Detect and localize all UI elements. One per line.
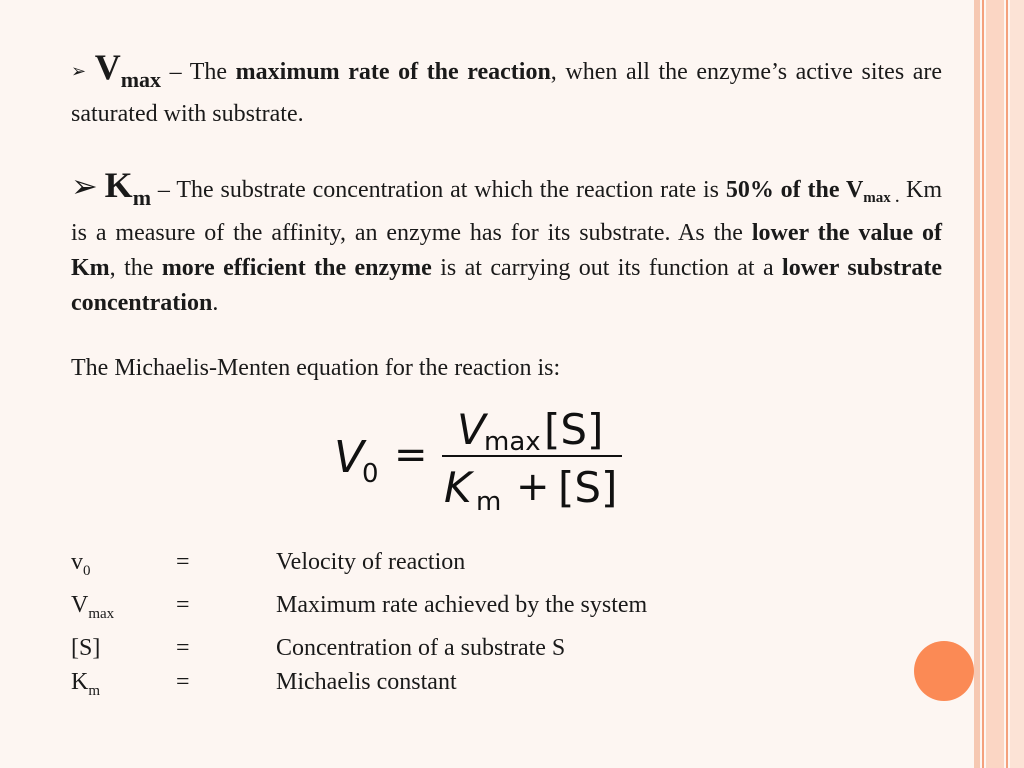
eq-den-s: [S] — [558, 463, 618, 512]
decorative-stripes — [974, 0, 1024, 768]
definition-symbol: $V_{max}$ — [71, 592, 115, 622]
definition-equals: = — [176, 669, 190, 695]
vmax-symbol: $V_{max}$ — [94, 47, 162, 92]
definition-row — [71, 545, 647, 588]
definition-description: Concentration of a substrate S — [276, 635, 566, 661]
arrow-bullet-icon: ➢ — [71, 61, 87, 81]
eq-den-plus: + — [516, 464, 550, 510]
km-definition: ➢ $K_m$ – The substrate concentration at which the reaction rate is 50% of the $V_{max .}$ Km is a measure of the affinity, an enzyme has for its substrate. As the lower the value of Km, the more efficient the enzyme is at carrying out its function at a lower substrate concentration. — [71, 165, 943, 316]
vmax-definition: ➢ $V_{max}$ – The maximum rate of the reaction, when all the enzyme’s active sites are saturated with substrate. — [71, 47, 943, 127]
eq-equals: = — [394, 432, 428, 478]
definition-description: Maximum rate achieved by the system — [276, 592, 648, 618]
stripe — [982, 0, 984, 768]
definitions-table — [71, 545, 647, 708]
definition-symbol: [S] — [71, 635, 101, 661]
definition-equals: = — [176, 549, 190, 575]
definition-description: Michaelis constant — [276, 669, 457, 695]
definition-row — [71, 588, 647, 631]
stripe — [1006, 0, 1008, 768]
michaelis-menten-equation — [332, 402, 632, 512]
definition-row — [71, 665, 647, 708]
definition-equals: = — [176, 592, 190, 618]
definition-equals: = — [176, 635, 190, 661]
eq-num-sub: max — [484, 427, 541, 457]
eq-lhs: V — [334, 432, 365, 483]
eq-den-sub: m — [476, 487, 502, 512]
eq-den-k: K — [444, 463, 472, 512]
eq-num-s: [S] — [544, 405, 604, 454]
equation-intro: The Michaelis-Menten equation for the reaction is: — [71, 355, 561, 381]
slide-content — [71, 47, 943, 386]
definition-description: Velocity of reaction — [276, 549, 466, 575]
stripe — [974, 0, 980, 768]
decorative-circle — [914, 641, 974, 701]
eq-lhs-sub: 0 — [362, 459, 379, 489]
definition-symbol: $K_m$ — [71, 669, 101, 699]
eq-num-v: V — [457, 405, 486, 454]
definition-symbol: $v_0$ — [71, 549, 91, 579]
arrow-bullet-icon: ➢ — [71, 168, 98, 204]
definition-row — [71, 631, 647, 665]
equation-svg — [332, 402, 632, 512]
stripe — [986, 0, 1004, 768]
stripe — [1010, 0, 1024, 768]
km-symbol: $K_m$ — [104, 165, 152, 210]
